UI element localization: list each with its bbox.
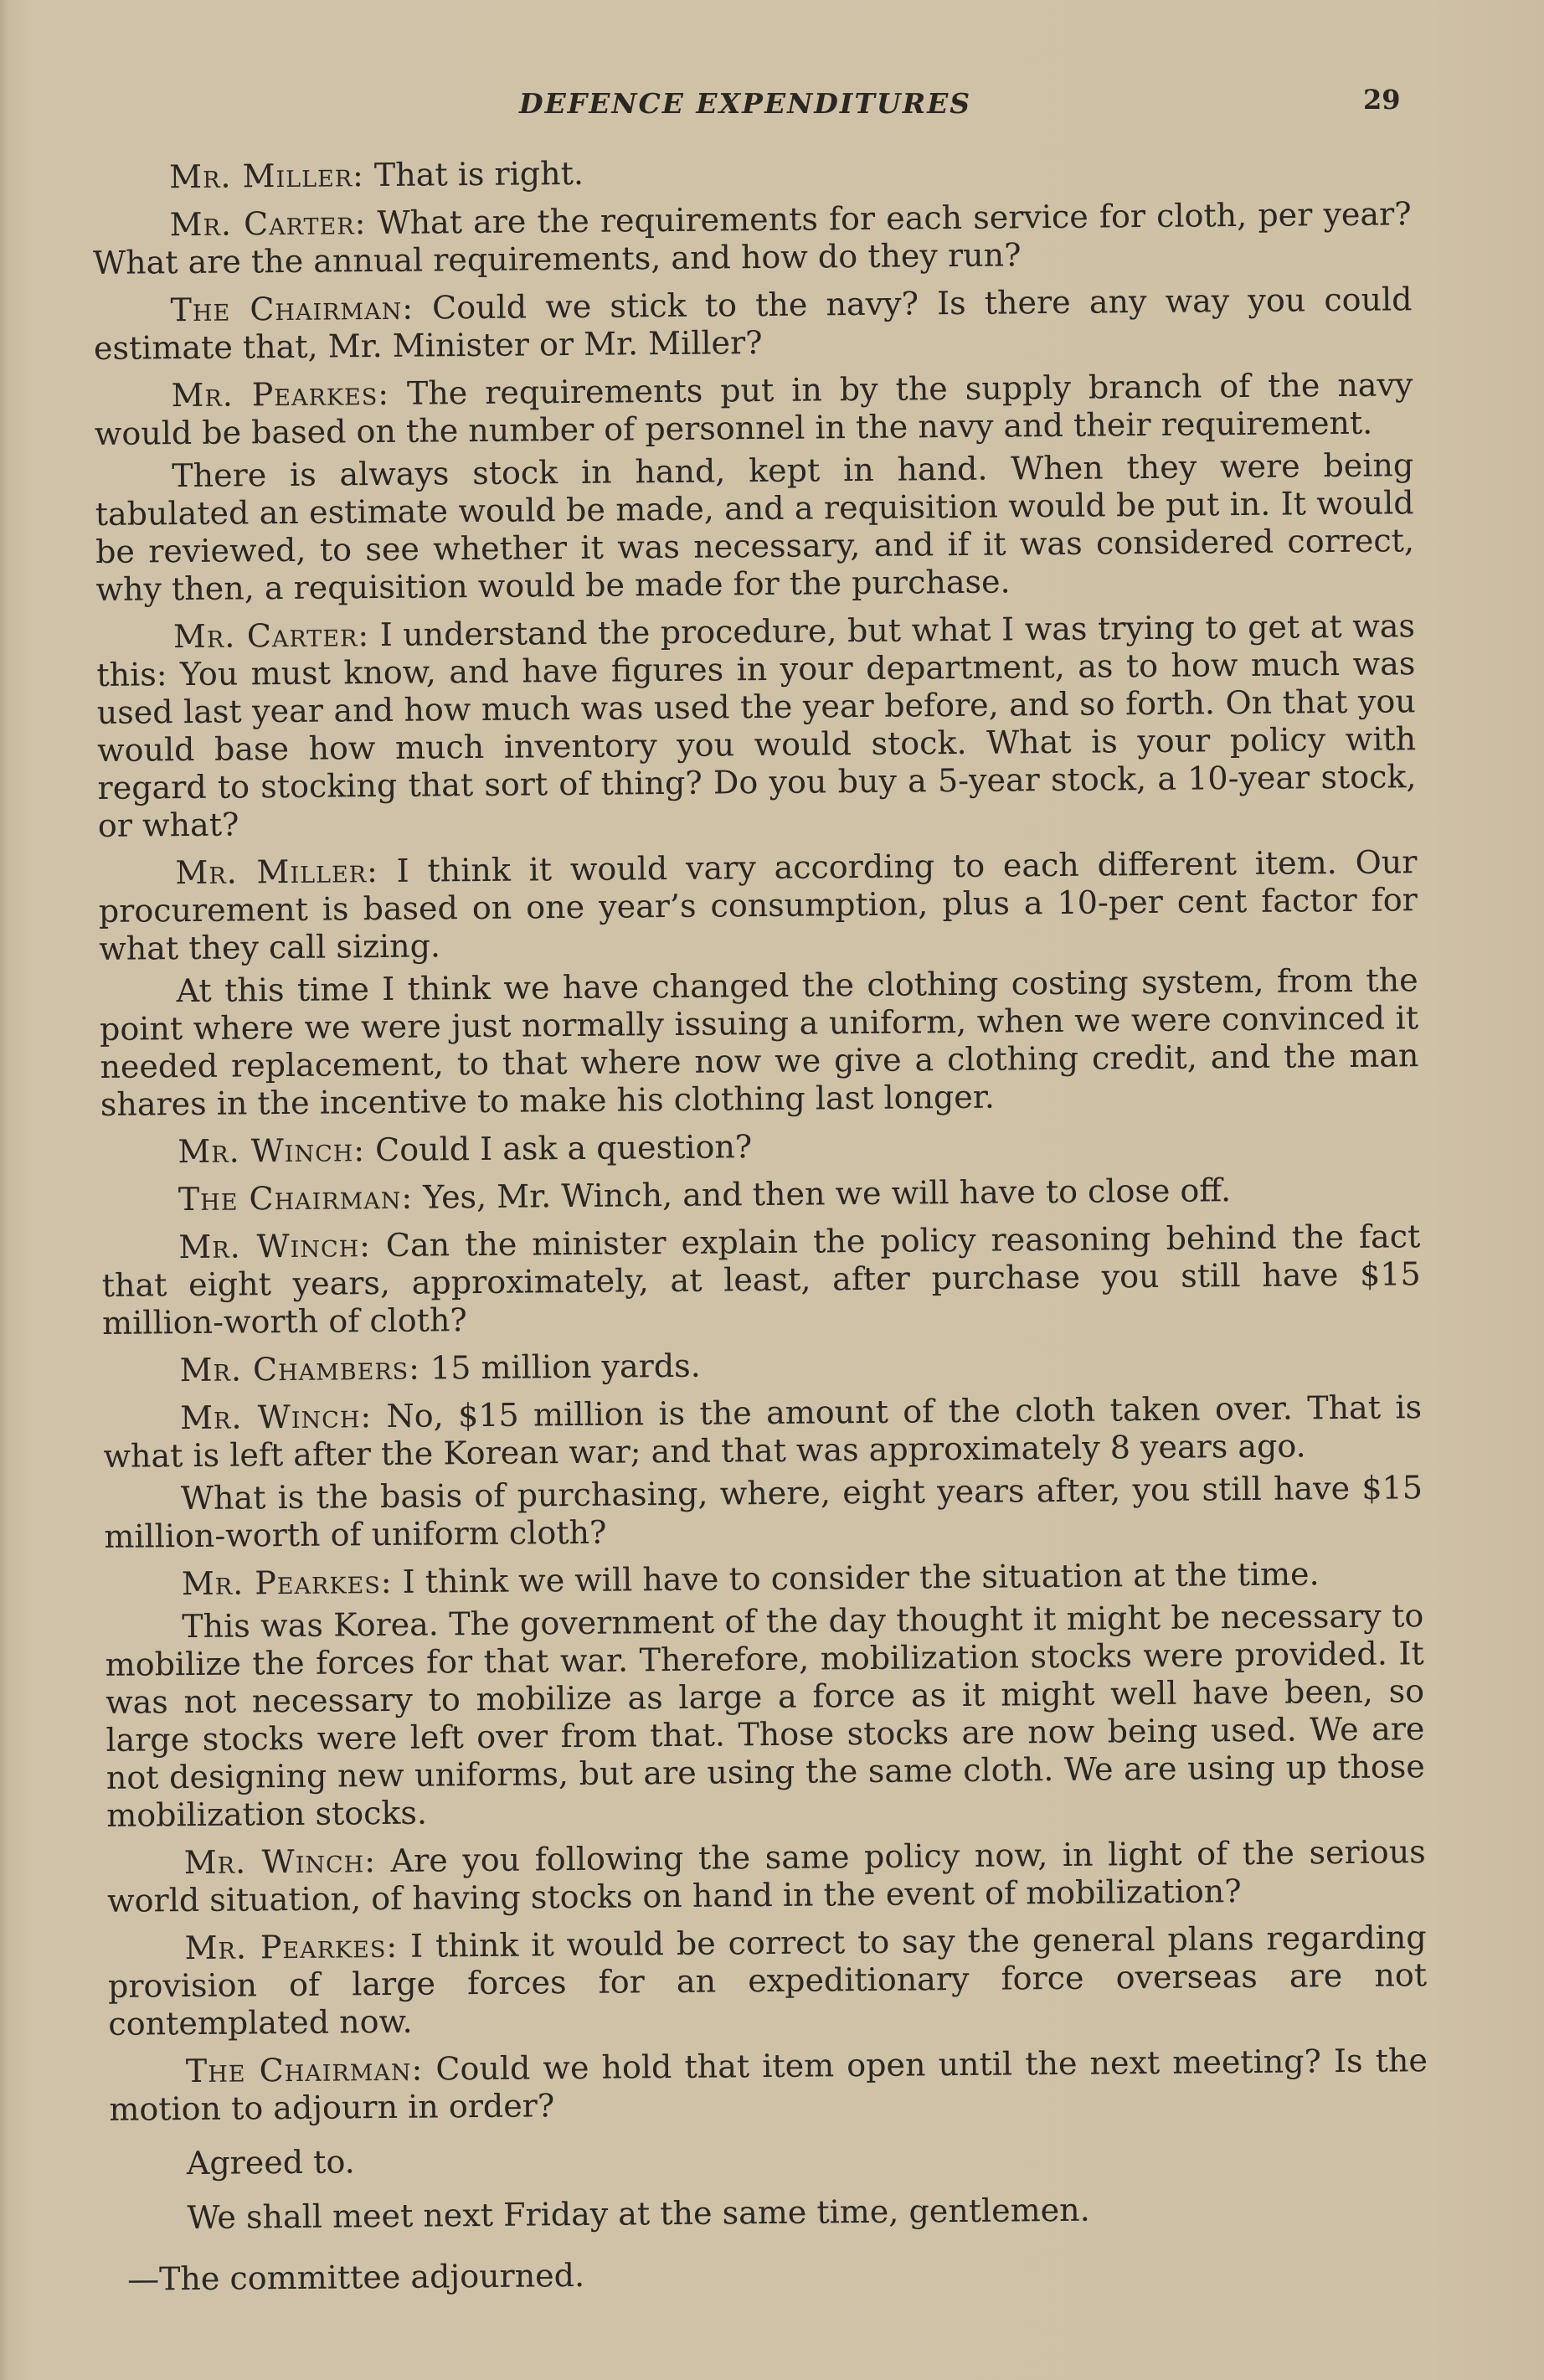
paragraph-text: At this time I think we have changed the clothing costing system, from the point where we were just normally issuing a uniform, when we were convinced it needed replacement, to that where now we give a clothing credit, and the man shares in the incentive to make his clothing last longer.: [99, 961, 1419, 1123]
speaker: Mr. Chambers:: [179, 1349, 421, 1389]
closing-note: —The committee adjourned.: [126, 2256, 585, 2298]
paragraph: [105, 1597, 1425, 1835]
paragraph: [107, 1833, 1427, 1920]
paragraph: [103, 1388, 1423, 1476]
paragraph: [94, 366, 1413, 453]
paragraph: [96, 607, 1417, 845]
paragraph: [110, 2188, 1428, 2238]
speaker: Mr. Winch:: [178, 1131, 366, 1171]
paragraph: [104, 1469, 1423, 1556]
paragraph-text: That is right.: [373, 154, 584, 194]
paragraph-text: I think it would be correct to say the general plans regarding provision of large forces for an expeditionary force overseas are not contemplated now.: [107, 1919, 1428, 2043]
paragraph: [109, 2042, 1428, 2129]
running-title: DEFENCE EXPENDITURES: [519, 87, 972, 120]
speaker: Mr. Miller:: [175, 853, 379, 892]
speaker: Mr. Winch:: [178, 1227, 372, 1266]
paragraph: [92, 195, 1412, 282]
paragraph: [105, 1554, 1423, 1604]
paragraph-text: Can the minister explain the policy reasoning behind the fact that eight years, approximately, at least, after purchase you still have $15 million-worth of cloth?: [101, 1218, 1421, 1342]
speaker: The Chairman:: [178, 1178, 414, 1218]
paragraph: [100, 1122, 1419, 1172]
paragraph-text: What is the basis of purchasing, where, eight years after, you still have $15 million-worth of uniform cloth?: [104, 1469, 1423, 1555]
speaker: Mr. Carter:: [172, 616, 370, 656]
speaker: Mr. Pearkes:: [184, 1927, 399, 1967]
paragraph: [102, 1341, 1421, 1390]
paragraph-text: I think it would vary according to each different item. Our procurement is based on one year’s consumption, plus a 10-per cent factor for what they call sizing.: [98, 843, 1418, 967]
transcript-body: [92, 147, 1429, 2309]
page-number: 29: [1363, 84, 1401, 116]
paragraph-text: There is always stock in hand, kept in hand. When they were being tabulated an estimate would be made, and a requisition would be put in. It would be reviewed, to see whether it was necessary, and if it was considered correct, why then, a requisition would be made for the purchase.: [95, 446, 1415, 608]
paragraph: [101, 1170, 1420, 1219]
speaker: Mr. Pearkes:: [171, 374, 390, 415]
paragraph: [99, 961, 1419, 1124]
paragraph-text: We shall meet next Friday at the same time, gentlemen.: [187, 2191, 1090, 2237]
paragraph: [110, 2134, 1428, 2183]
paragraph: [98, 843, 1418, 968]
paragraph: [101, 1218, 1421, 1342]
page-header: [0, 80, 1544, 131]
paragraph-text: Could we hold that item open until the next meeting? Is the motion to adjourn in order?: [109, 2042, 1428, 2128]
paragraph-text: This was Korea. The government of the day thought it might be necessary to mobilize the forces for that war. Therefore, mobilization stocks were provided. It was not necessary to mobilize as large a force as it might well have been, so large stocks were left over from that. Those stocks are now being used. We are not designing new uniforms, but are using the same cloth. We are using up those mobilization stocks.: [105, 1597, 1426, 1834]
paragraph: [92, 147, 1411, 197]
paragraph-text: Are you following the same policy now, in light of the serious world situation, of having stocks on hand in the event of mobilization?: [106, 1833, 1426, 1919]
paragraph-text: 15 million yards.: [430, 1347, 701, 1387]
speaker: Mr. Miller:: [168, 157, 365, 196]
paragraph-text: Could we stick to the navy? Is there any way you could estimate that, Mr. Minister or Mr. Miller?: [93, 281, 1413, 367]
speaker: Mr. Carter:: [169, 204, 367, 244]
paragraph-text: Yes, Mr. Winch, and then we will have to close off.: [423, 1172, 1232, 1216]
speaker: The Chairman:: [185, 2050, 424, 2090]
speaker: Mr. Pearkes:: [181, 1563, 393, 1603]
speaker: Mr. Winch:: [183, 1842, 377, 1882]
paragraph-text: The requirements put in by the supply branch of the navy would be based on the number of personnel in the navy and their requirement.: [94, 366, 1413, 452]
paragraph-text: I think we will have to consider the situation at the time.: [402, 1555, 1320, 1600]
speaker: Mr. Winch:: [179, 1398, 373, 1437]
paragraph-text: Agreed to.: [186, 2143, 355, 2182]
paragraph: [107, 1919, 1427, 2043]
paragraph-text: I understand the procedure, but what I was trying to get at was this: You must know, and have figures in your department, as to how much was used last year and how much was used the year before, and so forth. On that you would base how much inventory you would stock. What is your policy with regard to stocking that sort of thing? Do you buy a 5-year stock, a 10-year stock, or what?: [96, 607, 1417, 844]
paragraph: [93, 281, 1413, 368]
paragraph-text: Could I ask a question?: [375, 1128, 753, 1169]
paragraph-text: What are the requirements for each service for cloth, per year? What are the annual requirements, and how do they run?: [92, 195, 1412, 281]
paragraph-text: No, $15 million is the amount of the cloth taken over. That is what is left after the Korean war; and that was approximately 8 years ago.: [103, 1388, 1423, 1475]
paragraph: [95, 446, 1415, 609]
speaker: The Chairman:: [170, 289, 414, 329]
